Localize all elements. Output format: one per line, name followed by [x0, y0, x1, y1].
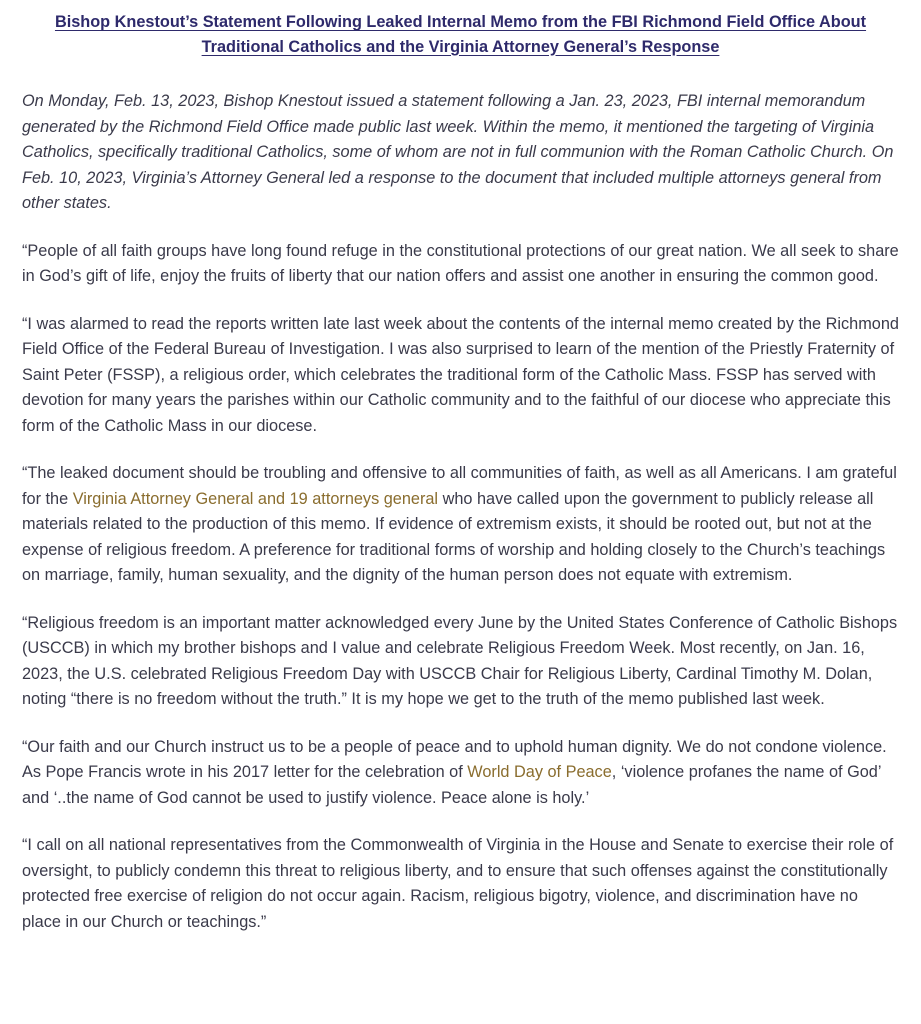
paragraph-6: “I call on all national representatives from the Commonwealth of Virginia in the House and Senate to exercise their role of oversight, to publicly condemn this threat to religious liberty, and to ensure that such offenses against the constitutionally protected free exercise of religion do not occur again. Racism, religious bigotry, violence, and discrimination have no place in our Church or teachings.”: [22, 836, 894, 931]
article-intro: On Monday, Feb. 13, 2023, Bishop Knestout issued a statement following a Jan. 23, 2023, FBI internal memorandum generated by the Richmond Field Office made public last week. Within the memo, it mentioned the targeting of Virginia Catholics, specifically traditional Catholics, some of whom are not in full communion with the Roman Catholic Church. On Feb. 10, 2023, Virginia’s Attorney General led a response to the document that included multiple attorneys general from other states.: [22, 92, 894, 212]
article-title[interactable]: Bishop Knestout’s Statement Following Leaked Internal Memo from the FBI Richmond Field Office About Traditional Catholics and the Virginia Attorney General’s Response: [54, 13, 867, 56]
paragraph-5-text-before: “Our faith and our Church instruct us to be a people of peace and to uphold human dignity. We do not condone violence. As Pope Francis wrote in his 2017 letter for the celebration of: [22, 737, 887, 781]
paragraph-1: “People of all faith groups have long found refuge in the constitutional protections of our great nation. We all seek to share in God’s gift of life, enjoy the fruits of liberty that our nation offers and assist one another in ensuring the common good.: [22, 241, 899, 285]
paragraph-3-text-before: “The leaked document should be troubling and offensive to all communities of faith, as well as all Americans. I am grateful for the: [22, 464, 897, 508]
paragraph-2: “I was alarmed to read the reports written late last week about the contents of the internal memo created by the Richmond Field Office of the Federal Bureau of Investigation. I was also surprised to learn of the mention of the Priestly Fraternity of Saint Peter (FSSP), a religious order, which celebrates the traditional form of the Catholic Mass. FSSP has served with devotion for many years the parishes within our Catholic community and to the faithful of our diocese who appreciate this form of the Catholic Mass in our diocese.: [22, 314, 899, 435]
paragraph-3: [22, 461, 899, 589]
paragraph-5: [22, 735, 899, 812]
world-day-of-peace-link[interactable]: World Day of Peace: [467, 763, 612, 781]
paragraph-4: “Religious freedom is an important matter acknowledged every June by the United States Conference of Catholic Bishops (USCCB) in which my brother bishops and I value and celebrate Religious Freedom Week. Most recently, on Jan. 16, 2023, the U.S. celebrated Religious Freedom Day with USCCB Chair for Religious Liberty, Cardinal Timothy M. Dolan, noting “there is no freedom without the truth.” It is my hope we get to the truth of the memo published last week.: [22, 613, 898, 708]
paragraph-3-text-after: who have called upon the government to publicly release all materials related to the production of this memo. If evidence of extremism exists, it should be rooted out, but not at the expense of religious freedom. A preference for traditional forms of worship and holding closely to the Church’s teachings on marriage, family, human sexuality, and the dignity of the human person does not equate with extremism.: [22, 489, 886, 584]
paragraph-5-text-after: , ‘violence profanes the name of God’ and ‘..the name of God cannot be used to justify violence. Peace alone is holy.’: [22, 763, 881, 807]
attorneys-general-link[interactable]: Virginia Attorney General and 19 attorneys general: [72, 489, 439, 508]
